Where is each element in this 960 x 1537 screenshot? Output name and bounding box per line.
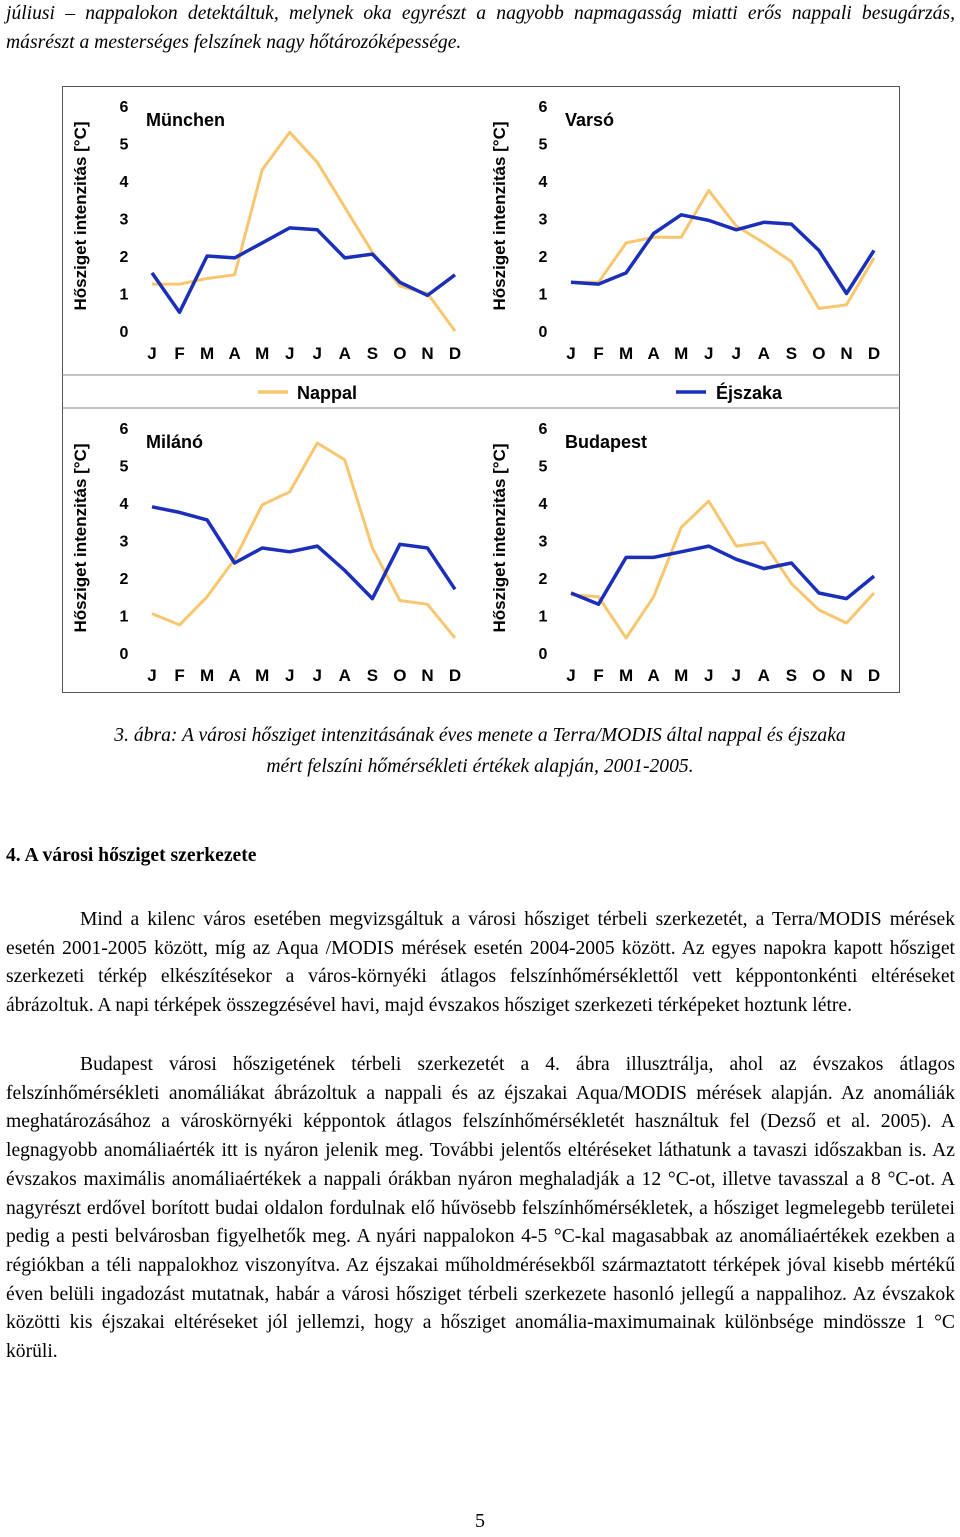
x-tick-label: J — [147, 344, 157, 363]
x-tick-label: M — [674, 666, 689, 685]
x-tick-label: F — [174, 666, 185, 685]
y-tick-label: 6 — [119, 99, 129, 116]
y-tick-label: 2 — [119, 571, 129, 588]
x-tick-label: J — [147, 666, 157, 685]
x-tick-label: D — [867, 344, 881, 363]
intro-paragraph: júliusi – nappalokon detektáltuk, melynek oka egyrészt a nagyobb napmagasság miatti erős nappali besugárzás, másrészt a mesterséges felszínek nagy hőtározóképessége. — [6, 3, 955, 53]
x-tick-label: N — [421, 344, 434, 363]
x-tick-label: A — [757, 666, 770, 685]
x-tick-label: D — [448, 666, 462, 685]
y-axis-label: Hősziget intenzitás [°C] — [490, 443, 509, 633]
figure-svg — [62, 86, 900, 693]
x-tick-label: D — [867, 666, 881, 685]
y-tick-label: 2 — [119, 249, 129, 266]
x-tick-label: M — [619, 344, 634, 363]
x-tick-label: M — [255, 344, 270, 363]
x-tick-label: M — [255, 666, 270, 685]
y-tick-label: 5 — [119, 458, 129, 476]
x-tick-label: S — [785, 666, 798, 685]
y-tick-label: 3 — [538, 211, 548, 229]
x-tick-label: A — [647, 344, 660, 363]
x-tick-label: M — [200, 666, 215, 685]
caption-line-2: mért felszíni hőmérsékleti értékek alapján, 2001-2005. — [266, 756, 694, 777]
y-tick-label: 0 — [538, 646, 548, 663]
legend-day-label: Nappal — [297, 383, 358, 403]
x-tick-label: O — [393, 344, 407, 363]
x-tick-label: F — [174, 344, 185, 363]
y-tick-label: 3 — [538, 533, 548, 551]
x-tick-label: J — [703, 666, 714, 685]
y-tick-label: 4 — [538, 496, 548, 513]
y-tick-label: 6 — [538, 99, 548, 116]
y-tick-label: 2 — [538, 249, 548, 266]
x-tick-label: A — [757, 344, 770, 363]
x-tick-label: S — [785, 344, 798, 363]
y-tick-label: 0 — [119, 324, 129, 341]
x-tick-label: M — [619, 666, 634, 685]
y-axis-label: Hősziget intenzitás [°C] — [71, 443, 90, 633]
x-tick-label: O — [812, 344, 826, 363]
legend-night-label: Éjszaka — [716, 383, 783, 403]
y-tick-label: 0 — [538, 324, 548, 341]
y-tick-label: 4 — [119, 496, 129, 513]
y-tick-label: 3 — [119, 211, 129, 229]
x-tick-label: N — [421, 666, 434, 685]
x-tick-label: O — [393, 666, 407, 685]
x-tick-label: J — [312, 344, 323, 363]
y-tick-label: 5 — [538, 136, 548, 154]
x-tick-label: J — [284, 666, 295, 685]
x-tick-label: F — [593, 344, 604, 363]
y-tick-label: 5 — [538, 458, 548, 476]
x-tick-label: D — [448, 344, 462, 363]
y-tick-label: 6 — [119, 421, 129, 438]
y-tick-label: 1 — [119, 286, 129, 304]
x-tick-label: J — [566, 344, 576, 363]
x-tick-label: N — [840, 344, 853, 363]
chart-title: München — [146, 110, 225, 130]
chart-title: Budapest — [565, 432, 648, 452]
x-tick-label: J — [731, 344, 742, 363]
body-paragraph-2: Budapest városi hőszigetének térbeli szerkezetét a 4. ábra illusztrálja, ahol az évszakos átlagos felszínhőmérsékleti anomáliákat ábrázoltuk a nappali és az éjszakai Aqua/MODIS mérések alapján. Az anomáliák meghatározásához a városkörnyéki képpontok átlagos felszínhőmérsékletét használtuk fel (Dezső et al. 2005). A legnagyobb anomáliaérték itt is nyáron jelenik meg. További jelentős eltéréseket láthatunk a tavaszi időszakban is. Az évszakos maximális anomáliaértékek a nappali órákban nyáron meghaladják a 12 °C-ot, illetve tavasszal a 8 °C-ot. A nagyrészt erdővel borított budai oldalon fordulnak elő hűvösebb felszínhőmérsékletek, a hősziget legmelegebb területei pedig a pesti belvárosban figyelhetők meg. A nyári nappalokon 4-5 °C-kal magasabbak az anomáliaértékek ezekben a régiókban a téli nappalokhoz viszonyítva. Az éjszakai műholdmérésekből származtatott térképek jóval kisebb mértékű éven belüli ingadozást mutatnak, habár a városi hősziget térbeli szerkezete hasonló jellegű a nappalihoz. Az évszakok közötti kis éjszakai eltéréseket jól jellemzi, hogy a hősziget anomália-maximumainak különbsége mindössze 1 °C körüli. — [6, 1054, 955, 1363]
x-tick-label: M — [200, 344, 215, 363]
y-tick-label: 1 — [119, 608, 129, 626]
body-paragraph-1: Mind a kilenc város esetében megvizsgáltuk a városi hősziget térbeli szerkezetét, a Terra/MODIS mérések esetén 2001-2005 között, míg az Aqua /MODIS mérések esetén 2004-2005 között. Az egyes napokra kapott hősziget szerkezeti térkép elkészítésekor a város-környéki átlagos felszínhőmérséklettől vett képpontonkénti eltéréseket ábrázoltuk. A napi térképek összegzésével havi, majd évszakos hősziget szerkezeti térképeket hoztunk létre. — [6, 909, 955, 1017]
y-tick-label: 1 — [538, 608, 548, 626]
y-tick-label: 3 — [119, 533, 129, 551]
y-tick-label: 1 — [538, 286, 548, 304]
y-tick-label: 5 — [119, 136, 129, 154]
x-tick-label: A — [338, 666, 351, 685]
x-tick-label: A — [228, 344, 241, 363]
section-heading: 4. A városi hősziget szerkezete — [6, 845, 257, 866]
y-tick-label: 4 — [119, 174, 129, 191]
x-tick-label: J — [284, 344, 295, 363]
y-axis-label: Hősziget intenzitás [°C] — [490, 121, 509, 311]
y-tick-label: 4 — [538, 174, 548, 191]
page-number: 5 — [475, 1510, 485, 1532]
x-tick-label: S — [366, 666, 379, 685]
y-tick-label: 2 — [538, 571, 548, 588]
x-tick-label: S — [366, 344, 379, 363]
x-tick-label: A — [338, 344, 351, 363]
figure-caption — [0, 720, 960, 782]
x-tick-label: A — [228, 666, 241, 685]
y-axis-label: Hősziget intenzitás [°C] — [71, 121, 90, 311]
x-tick-label: N — [840, 666, 853, 685]
x-tick-label: F — [593, 666, 604, 685]
x-tick-label: A — [647, 666, 660, 685]
figure-panel — [62, 86, 900, 693]
chart-title: Milánó — [146, 432, 203, 452]
x-tick-label: J — [312, 666, 323, 685]
x-tick-label: J — [731, 666, 742, 685]
chart-title: Varsó — [565, 110, 615, 130]
y-tick-label: 6 — [538, 421, 548, 438]
caption-line-1: 3. ábra: A városi hősziget intenzitásának éves menete a Terra/MODIS által nappal és éjszaka — [114, 725, 846, 746]
x-tick-label: O — [812, 666, 826, 685]
x-tick-label: J — [703, 344, 714, 363]
y-tick-label: 0 — [119, 646, 129, 663]
x-tick-label: J — [566, 666, 576, 685]
x-tick-label: M — [674, 344, 689, 363]
